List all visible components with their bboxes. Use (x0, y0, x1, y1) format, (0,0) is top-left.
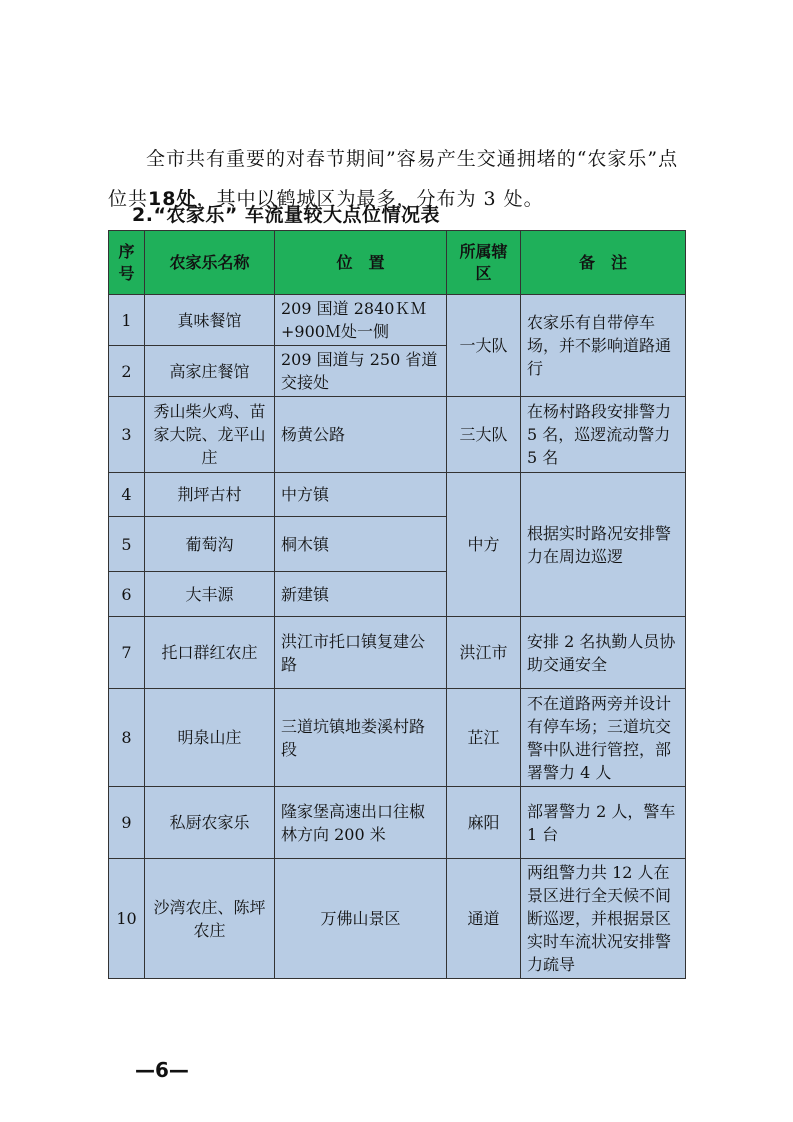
table-row: 2 高家庄餐馆 209 国道与 250 省道交接处 (109, 346, 686, 397)
table-row: 4 荆坪古村 中方镇 中方 根据实时路况安排警力在周边巡逻 (109, 473, 686, 517)
header-seq: 序号 (109, 231, 145, 295)
header-location: 位 置 (275, 231, 447, 295)
table-row: 3 秀山柴火鸡、苗家大院、龙平山庄 杨黄公路 三大队 在杨村路段安排警力 5 名，巡逻流动警力 5 名 (109, 397, 686, 473)
point-count: 18处 (148, 188, 197, 210)
table-row: 10 沙湾农庄、陈坪农庄 万佛山景区 通道 两组警力共 12 人在景区进行全天候不间断巡逻，并根据景区实时车流状况安排警力疏导 (109, 859, 686, 979)
table-title: 2.“农家乐” 车流量较大点位情况表 (132, 204, 441, 226)
intro-paragraph: 全市共有重要的对春节期间”容易产生交通拥堵的“农家乐”点位共18处，其中以鹤城区为最多，分布为 3 处。 (108, 148, 679, 210)
header-name: 农家乐名称 (145, 231, 275, 295)
table-row: 6 大丰源 新建镇 (109, 572, 686, 617)
table-row: 9 私厨农家乐 隆家堡高速出口往椒林方向 200 米 麻阳 部署警力 2 人，警车 1 台 (109, 787, 686, 859)
header-district: 所属辖区 (447, 231, 521, 295)
table-row: 5 葡萄沟 桐木镇 (109, 517, 686, 572)
table-row: 8 明泉山庄 三道坑镇地娄溪村路段 芷江 不在道路两旁并设计有停车场；三道坑交警中队进行管控，部署警力 4 人 (109, 689, 686, 787)
table-row: 1 真味餐馆 209 国道 2840ＫＭ+900Ｍ处一侧 一大队 农家乐有自带停车场，并不影响道路通行 (109, 295, 686, 346)
header-remarks: 备 注 (521, 231, 686, 295)
farmhouse-traffic-table (108, 230, 686, 979)
page-number: —6— (135, 1058, 189, 1082)
table-row: 7 托口群红农庄 洪江市托口镇复建公路 洪江市 安排 2 名执勤人员协助交通安全 (109, 617, 686, 689)
